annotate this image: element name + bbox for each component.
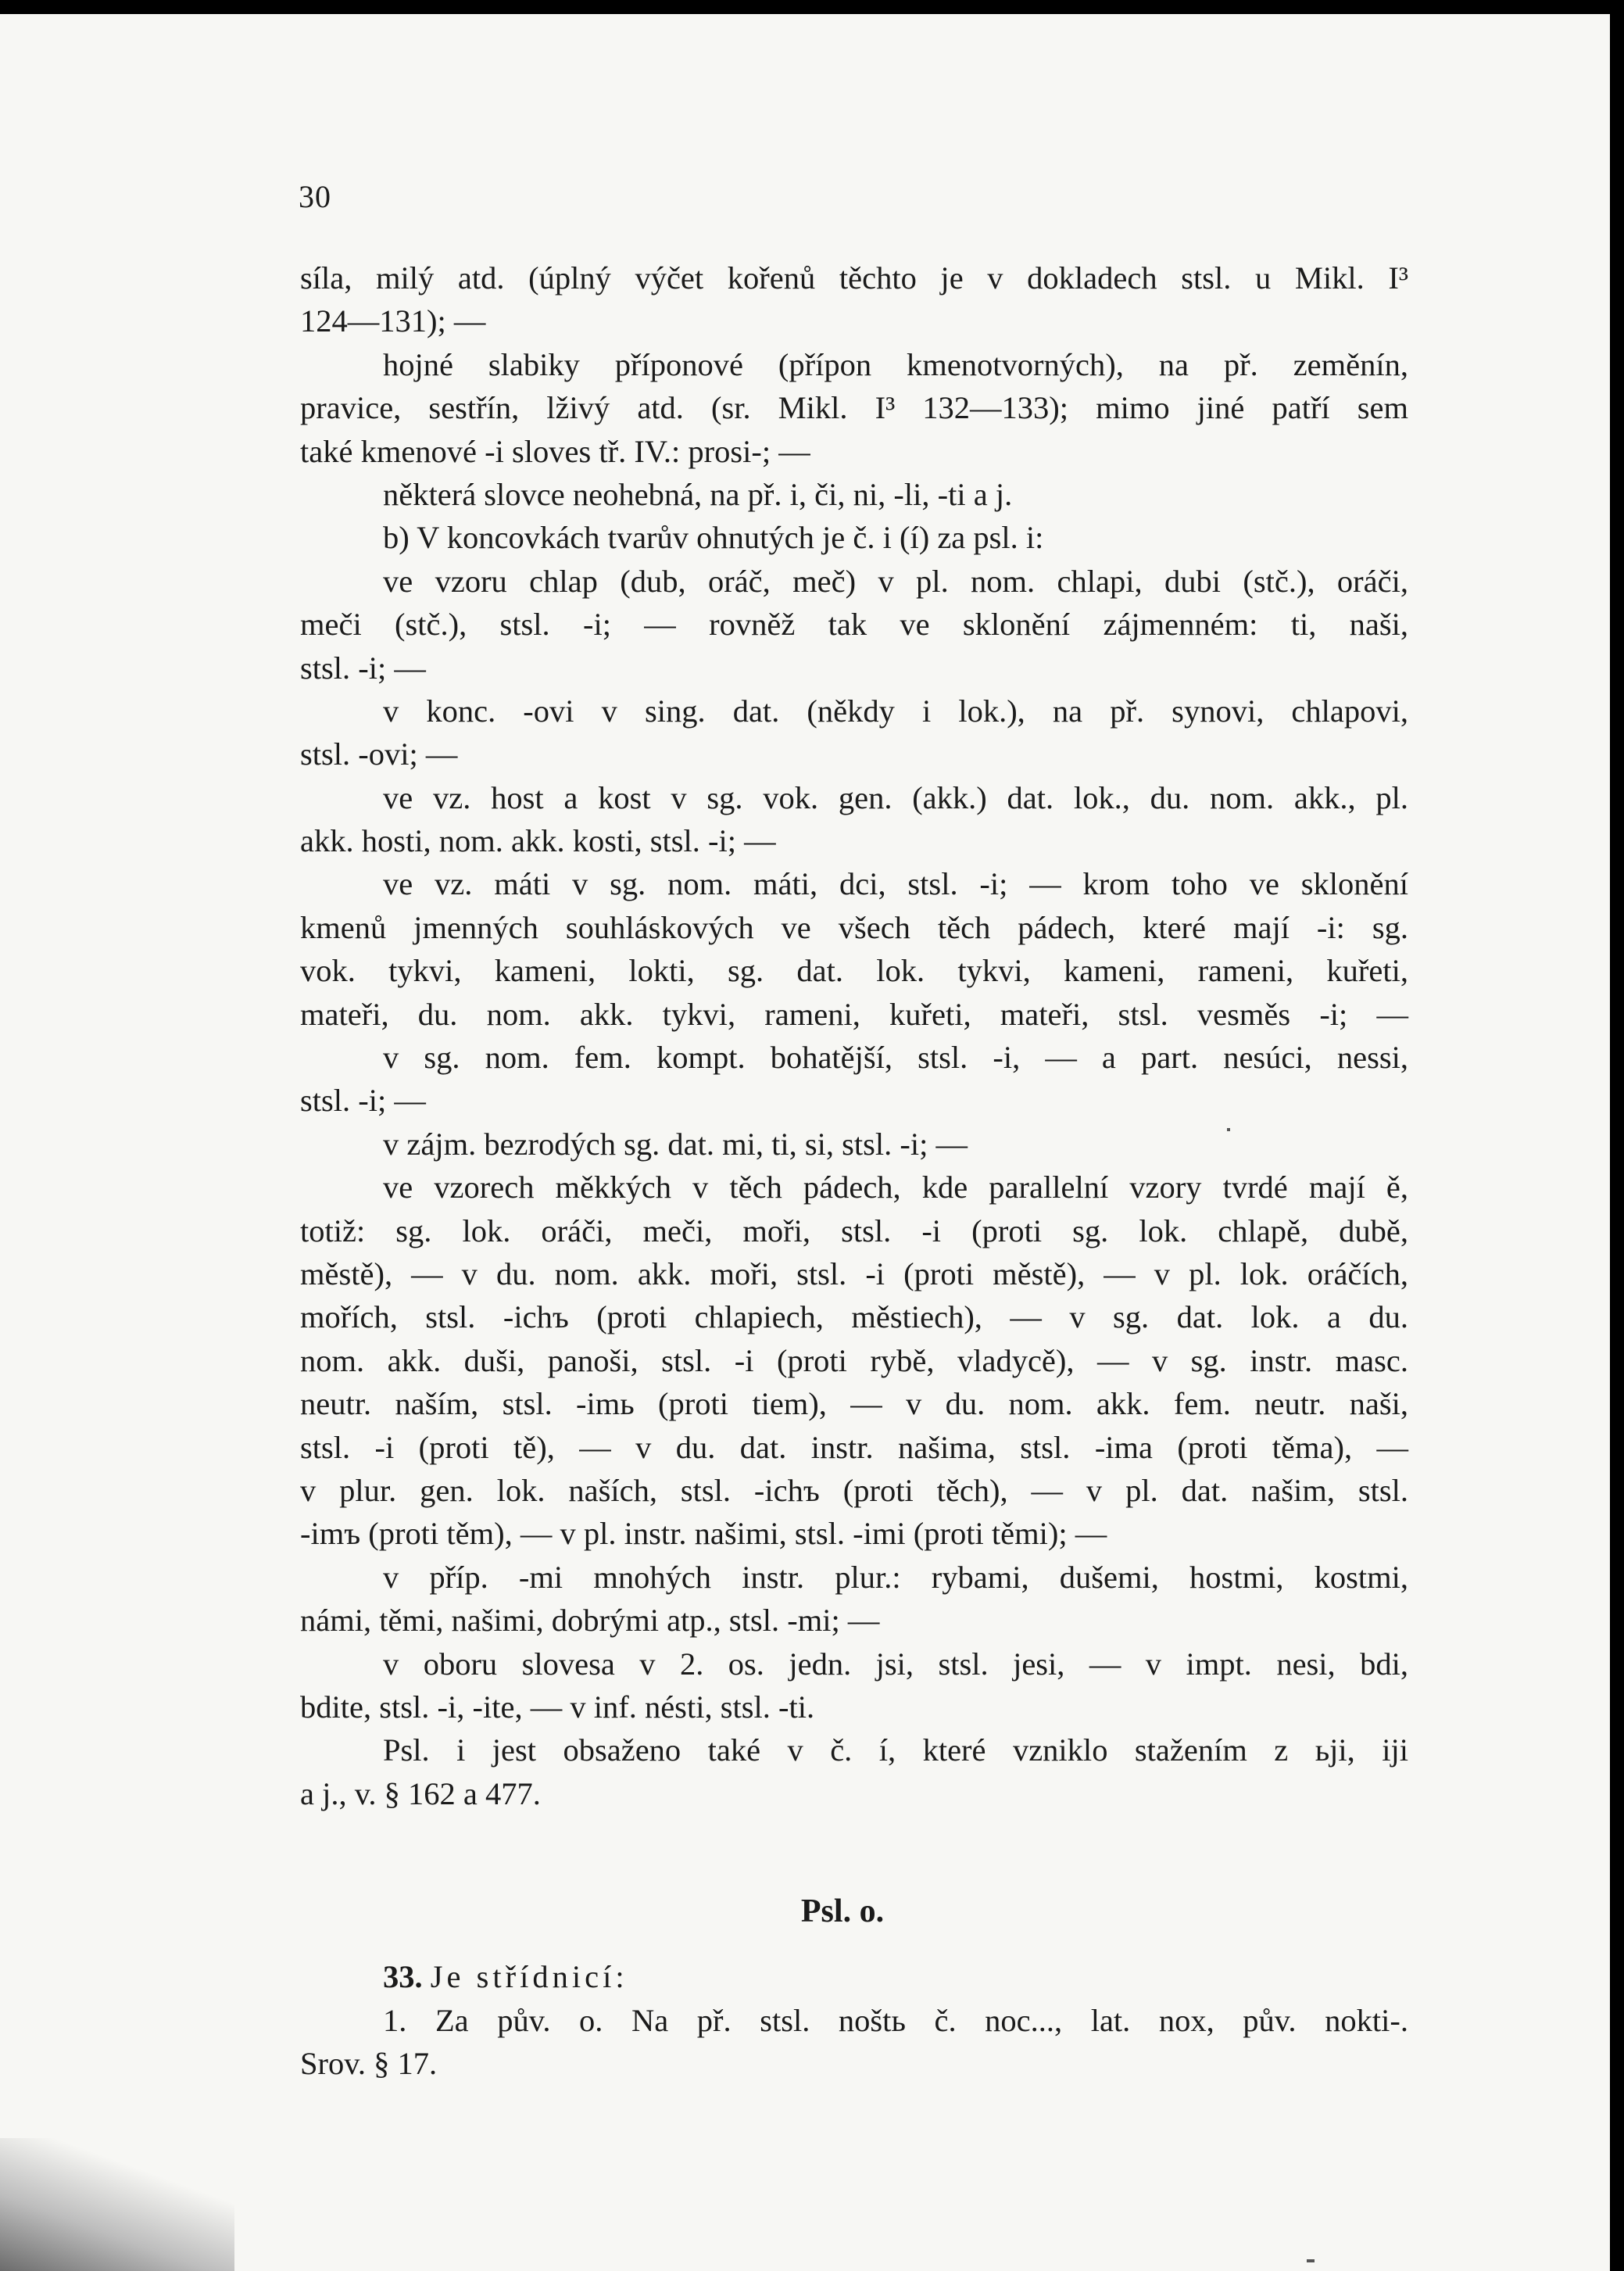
spacer <box>300 1933 1408 1955</box>
text-line: neutr. naším, stsl. -imь (proti tiem), — v du. nom. akk. fem. neutr. naši, <box>300 1386 1408 1422</box>
text-line: -imъ (proti těm), — v pl. instr. našimi, stsl. -imi (proti těmi); — <box>300 1516 1107 1552</box>
text-line: městě), — v du. nom. akk. moři, stsl. -i (proti městě), — v pl. lok. oráčích, <box>300 1255 1408 1291</box>
text-line: nom. akk. duši, panoši, stsl. -i (proti rybě, vladycě), — v sg. instr. masc. <box>300 1342 1408 1378</box>
text-line: námi, těmi, našimi, dobrými atp., stsl. -mi; — <box>300 1603 880 1639</box>
page-body <box>300 256 1408 2086</box>
text-line: v konc. -ovi v sing. dat. (někdy i lok.), na př. synovi, chlapovi, <box>383 693 1408 729</box>
text-line: b) V koncovkách tvarův ohnutých je č. i (í) za psl. i: <box>383 520 1044 556</box>
text-line: v zájm. bezrodých sg. dat. mi, ti, si, stsl. -i; — <box>383 1126 968 1162</box>
text-line: v příp. -mi mnohých instr. plur.: rybami, dušemi, hostmi, kostmi, <box>383 1559 1408 1595</box>
text-line: v plur. gen. lok. naších, stsl. -ichъ (proti těch), — v pl. dat. našim, stsl. <box>300 1472 1408 1508</box>
section-number: 33. <box>383 1959 423 1995</box>
text-line: akk. hosti, nom. akk. kosti, stsl. -i; — <box>300 823 776 859</box>
text-line: vok. tykvi, kameni, lokti, sg. dat. lok. tykvi, kameni, rameni, kuřeti, <box>300 953 1408 989</box>
text-line: v oboru slovesa v 2. os. jedn. jsi, stsl. jesi, — v impt. nesi, bdi, <box>383 1646 1408 1682</box>
text-line: stsl. -i (proti tě), — v du. dat. instr. našima, stsl. -ima (proti těma), — <box>300 1429 1408 1465</box>
text-line: 1. Za pův. o. Na př. stsl. noštь č. noc..., lat. nox, pův. nokti-. <box>383 2002 1408 2038</box>
text-line: a j., v. § 162 a 477. <box>300 1775 541 1811</box>
text-line: Srov. § 17. <box>300 2046 438 2082</box>
section-heading: Psl. o. <box>800 1893 885 1930</box>
text-line: stsl. -ovi; — <box>300 736 458 772</box>
section-title: Je střídnicí: <box>430 1959 628 1995</box>
page-corner-shadow <box>0 2138 234 2271</box>
ink-speck <box>1307 2259 1315 2262</box>
text-line: mořích, stsl. -ichъ (proti chlapiech, městiech), — v sg. dat. lok. a du. <box>300 1299 1408 1335</box>
page-number: 30 <box>299 179 331 214</box>
text-line: síla, milý atd. (úplný výčet kořenů těchto je v dokladech stsl. u Mikl. I³ <box>300 260 1408 296</box>
text-line: 124—131); — <box>300 303 486 339</box>
text-line: Psl. i jest obsaženo také v č. í, které vzniklo stažením z ьji, iji <box>383 1732 1408 1768</box>
text-line: mateři, du. nom. akk. tykvi, rameni, kuřeti, mateři, stsl. vesměs -i; — <box>300 996 1408 1032</box>
text-line: ve vzorech měkkých v těch pádech, kde parallelní vzory tvrdé mají ě, <box>383 1170 1408 1205</box>
text-line: hojné slabiky příponové (přípon kmenotvorných), na př. zeměnín, <box>383 346 1408 382</box>
scan-border-top <box>0 0 1624 14</box>
text-line: stsl. -i; — <box>300 650 426 686</box>
text-line: ve vzoru chlap (dub, oráč, meč) v pl. nom. chlapi, dubi (stč.), oráči, <box>383 563 1408 599</box>
text-line: ve vz. host a kost v sg. vok. gen. (akk.) dat. lok., du. nom. akk., pl. <box>383 779 1408 815</box>
text-line: bdite, stsl. -i, -ite, — v inf. nésti, stsl. -ti. <box>300 1689 815 1725</box>
text-line: pravice, sestřín, lživý atd. (sr. Mikl. I³ 132—133); mimo jiné patří sem <box>300 390 1408 426</box>
text-line: v sg. nom. fem. kompt. bohatější, stsl. -i, — a part. nesúci, nessi, <box>383 1040 1408 1076</box>
text-line: stsl. -i; — <box>300 1083 426 1119</box>
text-line: ve vz. máti v sg. nom. máti, dci, stsl. -i; — krom toho ve sklonění <box>383 866 1408 902</box>
text-line: meči (stč.), stsl. -i; — rovněž tak ve sklonění zájmenném: ti, naši, <box>300 607 1408 643</box>
text-line: kmenů jmenných souhláskových ve všech těch pádech, které mají -i: sg. <box>300 909 1408 945</box>
text-line: také kmenové -i sloves tř. IV.: prosi-; — <box>300 433 810 469</box>
text-line: některá slovce neohebná, na př. i, či, ni, -li, -ti a j. <box>383 476 1013 512</box>
scan-border-right <box>1610 14 1624 2271</box>
text-line: totiž: sg. lok. oráči, meči, moři, stsl. -i (proti sg. lok. chlapě, dubě, <box>300 1213 1408 1248</box>
spacer <box>300 1815 1408 1890</box>
section-title-line <box>300 1955 1408 1998</box>
